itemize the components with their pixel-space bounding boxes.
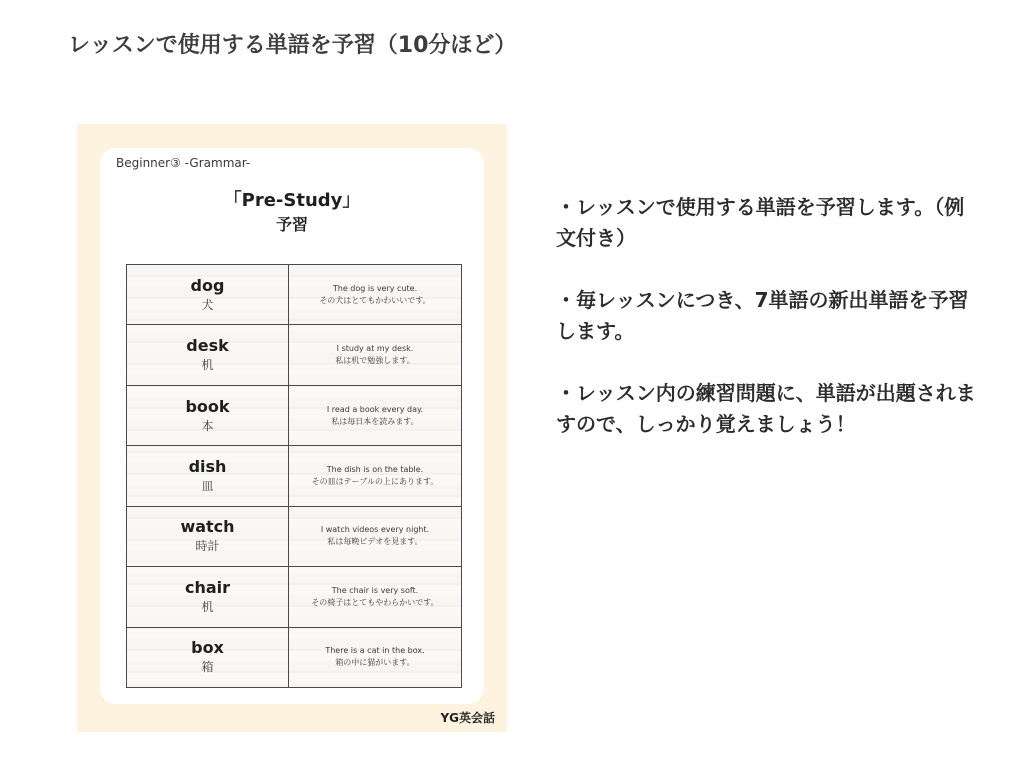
brand-label: YG英会話 bbox=[440, 711, 495, 725]
example-cell bbox=[289, 265, 462, 325]
word-japanese: 机 bbox=[201, 358, 214, 373]
example-sentence-english: I study at my desk. bbox=[336, 344, 414, 354]
word-japanese: 箱 bbox=[201, 660, 214, 675]
table-row bbox=[127, 385, 462, 445]
word-japanese: 犬 bbox=[201, 297, 214, 312]
word-japanese: 時計 bbox=[195, 539, 220, 554]
example-sentence-japanese: その犬はとてもかわいいです。 bbox=[319, 295, 431, 305]
example-sentence-english: There is a cat in the box. bbox=[325, 646, 425, 656]
word-cell bbox=[127, 325, 289, 385]
word-english: dish bbox=[188, 456, 227, 476]
table-row bbox=[127, 325, 462, 385]
bullet-item: ・レッスン内の練習問題に、単語が出題されますので、しっかり覚えましょう！ bbox=[556, 381, 976, 436]
example-sentence-japanese: 私は机で勉強します。 bbox=[335, 356, 415, 366]
word-cell bbox=[127, 567, 289, 627]
slide-title: レッスンで使用する単語を予習（10分ほど） bbox=[68, 33, 517, 58]
bullet-item: ・毎レッスンにつき、7単語の新出単語を予習します。 bbox=[556, 288, 969, 343]
word-cell bbox=[127, 265, 289, 325]
example-sentence-english: The dog is very cute. bbox=[332, 283, 418, 293]
word-english: watch bbox=[180, 517, 235, 537]
table-row bbox=[127, 627, 462, 687]
example-cell bbox=[289, 567, 462, 627]
example-sentence-english: The chair is very soft. bbox=[331, 585, 419, 595]
card-level-label: Beginner③ -Grammar- bbox=[116, 156, 251, 170]
pre-study-card-image bbox=[77, 124, 507, 732]
word-english: dog bbox=[190, 275, 225, 295]
example-sentence-japanese: 箱の中に猫がいます。 bbox=[335, 658, 415, 668]
word-japanese: 机 bbox=[201, 599, 214, 614]
example-cell bbox=[289, 446, 462, 506]
word-japanese: 本 bbox=[201, 418, 214, 433]
example-cell bbox=[289, 385, 462, 445]
example-cell bbox=[289, 325, 462, 385]
example-sentence-english: The dish is on the table. bbox=[326, 464, 424, 474]
example-sentence-japanese: 私は毎日本を読みます。 bbox=[331, 416, 419, 426]
example-sentence-japanese: 私は毎晩ビデオを見ます。 bbox=[327, 537, 423, 547]
word-cell bbox=[127, 627, 289, 687]
bullet-item: ・レッスンで使用する単語を予習します。（例文付き） bbox=[556, 195, 965, 250]
word-english: desk bbox=[186, 336, 229, 356]
table-row bbox=[127, 506, 462, 566]
word-english: box bbox=[191, 638, 224, 658]
example-sentence-japanese: その皿はテーブルの上にあります。 bbox=[311, 476, 439, 486]
example-cell bbox=[289, 506, 462, 566]
table-row bbox=[127, 446, 462, 506]
feature-bullet-list bbox=[556, 192, 976, 471]
pre-study-card bbox=[100, 148, 484, 704]
word-japanese: 皿 bbox=[201, 478, 214, 493]
table-row bbox=[127, 265, 462, 325]
table-row bbox=[127, 567, 462, 627]
word-cell bbox=[127, 446, 289, 506]
example-sentence-japanese: その椅子はとてもやわらかいです。 bbox=[311, 597, 439, 607]
word-cell bbox=[127, 506, 289, 566]
card-heading: 「Pre-Study」 bbox=[223, 190, 361, 211]
word-english: chair bbox=[184, 577, 231, 597]
example-sentence-english: I read a book every day. bbox=[326, 404, 424, 414]
card-subheading: 予習 bbox=[275, 215, 308, 234]
word-cell bbox=[127, 385, 289, 445]
example-sentence-english: I watch videos every night. bbox=[320, 525, 430, 535]
example-cell bbox=[289, 627, 462, 687]
vocabulary-table bbox=[126, 264, 462, 688]
word-english: book bbox=[185, 396, 230, 416]
